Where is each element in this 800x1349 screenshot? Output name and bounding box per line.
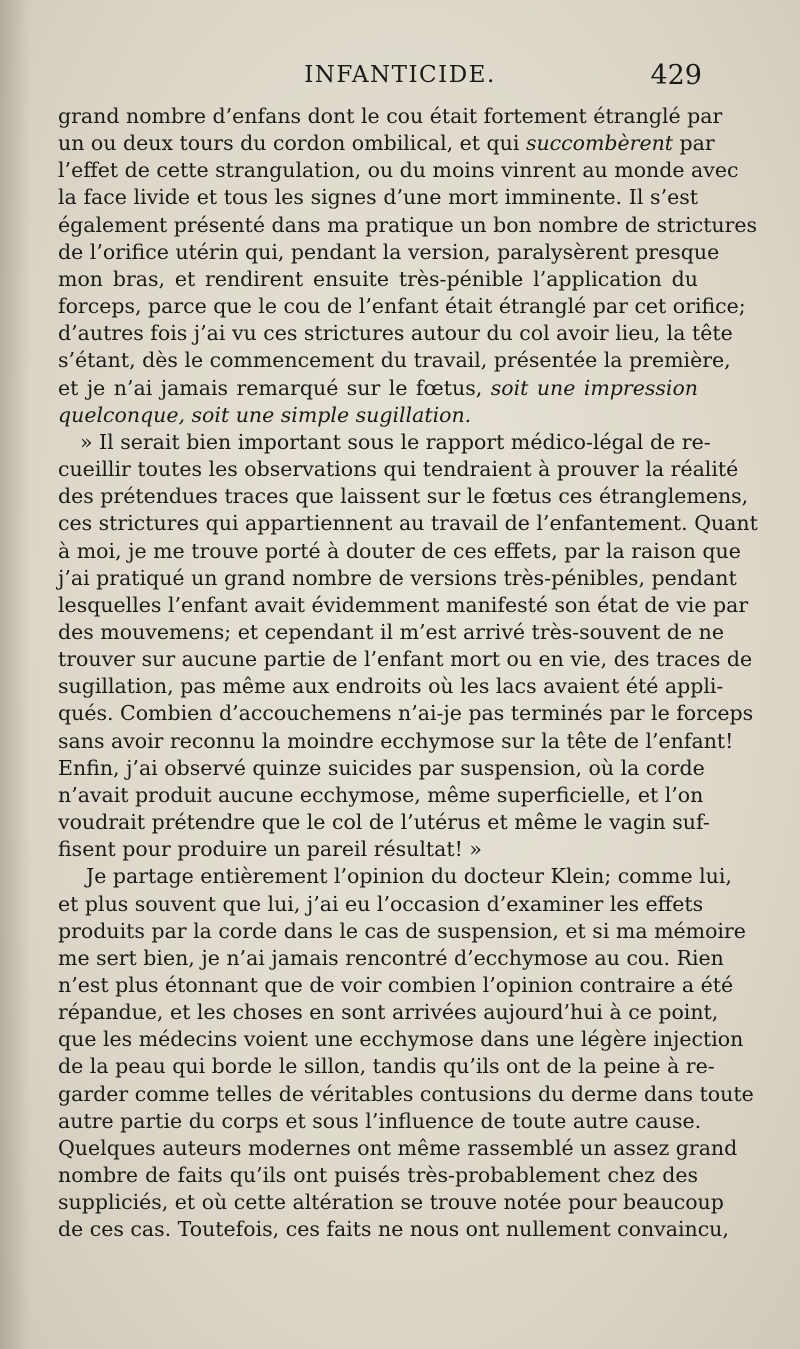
text-line: l’effet de cette strangulation, ou du moins vinrent au monde avec: [58, 158, 739, 183]
text-line: trouver sur aucune partie de l’enfant mort ou en vie, des traces de: [58, 647, 753, 672]
text-line: Je partage entièrement l’opinion du docteur Klein; comme lui,: [86, 864, 732, 889]
text-line: d’autres fois j’ai vu ces strictures autour du col avoir lieu, la tête: [58, 321, 733, 346]
text-line: des mouvemens; et cependant il m’est arrivé très-souvent de ne: [58, 619, 725, 644]
text-line: autre partie du corps et sous l’influence de toute autre cause.: [58, 1108, 702, 1133]
text-segment: un ou deux tours du cordon ombilical, et qui: [58, 131, 526, 156]
text-line: ces strictures qui appartiennent au travail de l’enfantement. Quant: [58, 511, 758, 536]
text-line: la face livide et tous les signes d’une mort imminente. Il s’est: [58, 185, 698, 210]
text-line: que les médecins voient une ecchymose dans une légère injection: [58, 1027, 744, 1052]
text-line: [58, 130, 715, 157]
text-line: quelconque, soit une simple sugillation.: [58, 402, 472, 427]
text-line: à moi, je me trouve porté à douter de ces effets, par la raison que: [58, 538, 741, 563]
text-line: voudrait prétendre que le col de l’utérus et même le vagin suf-: [58, 810, 710, 835]
text-line: également présenté dans ma pratique un bon nombre de strictures: [58, 212, 758, 237]
text-line: j’ai pratiqué un grand nombre de versions très-pénibles, pendant: [58, 565, 737, 590]
text-line: nombre de faits qu’ils ont puisés très-probablement chez des: [58, 1163, 698, 1188]
body-text: [58, 103, 758, 1244]
text-line: produits par la corde dans le cas de suspension, et si ma mémoire: [58, 918, 746, 943]
text-segment: et je n’ai jamais remarqué sur le fœtus,: [58, 375, 491, 400]
text-line: suppliciés, et où cette altération se trouve notée pour beaucoup: [58, 1190, 724, 1215]
text-segment: par: [673, 131, 715, 156]
italic-phrase: soit une impression: [490, 375, 698, 400]
text-line: de la peau qui borde le sillon, tandis qu’ils ont de la peine à re-: [58, 1054, 715, 1079]
text-line: Quelques auteurs modernes ont même rassemblé un assez grand: [58, 1135, 738, 1160]
text-line: mon bras, et rendirent ensuite très-pénible l’application du: [58, 266, 698, 291]
text-line: sans avoir reconnu la moindre ecchymose sur la tête de l’enfant!: [58, 728, 734, 753]
text-line: cueillir toutes les observations qui tendraient à prouver la réalité: [58, 457, 739, 482]
page-header: [0, 58, 800, 98]
text-line: sugillation, pas même aux endroits où les lacs avaient été appli-: [58, 674, 724, 699]
text-line: Enfin, j’ai observé quinze suicides par suspension, où la corde: [58, 755, 705, 780]
text-line: forceps, parce que le cou de l’enfant était étranglé par cet orifice;: [58, 294, 746, 319]
text-line: des prétendues traces que laissent sur le fœtus ces étranglemens,: [58, 484, 749, 509]
text-line: n’avait produit aucune ecchymose, même superficielle, et l’on: [58, 782, 704, 807]
text-line: » Il serait bien important sous le rapport médico-légal de re-: [80, 429, 711, 454]
text-line: fisent pour produire un pareil résultat! »: [58, 837, 482, 862]
text-line: me sert bien, je n’ai jamais rencontré d’ecchymose au cou. Rien: [58, 945, 724, 970]
text-line: qués. Combien d’accouchemens n’ai-je pas terminés par le forceps: [58, 701, 754, 726]
text-line: de ces cas. Toutefois, ces faits ne nous ont nullement convaincu,: [58, 1217, 729, 1242]
text-line: répandue, et les choses en sont arrivées aujourd’hui à ce point,: [58, 1000, 719, 1025]
page-number: 429: [650, 60, 702, 91]
text-line: n’est plus étonnant que de voir combien l’opinion contraire a été: [58, 973, 734, 997]
text-line: lesquelles l’enfant avait évidemment manifesté son état de vie par: [58, 592, 749, 617]
running-title: INFANTICIDE.: [304, 62, 496, 88]
italic-word: succombèrent: [525, 131, 674, 156]
text-line: [58, 375, 698, 402]
text-line: s’étant, dès le commencement du travail, présentée la première,: [58, 348, 731, 373]
text-line: de l’orifice utérin qui, pendant la version, paralysèrent presque: [58, 239, 720, 264]
text-line: grand nombre d’enfans dont le cou était fortement étranglé par: [58, 104, 723, 128]
text-line: garder comme telles de véritables contusions du derme dans toute: [58, 1081, 754, 1106]
text-line: et plus souvent que lui, j’ai eu l’occasion d’examiner les effets: [58, 891, 704, 916]
